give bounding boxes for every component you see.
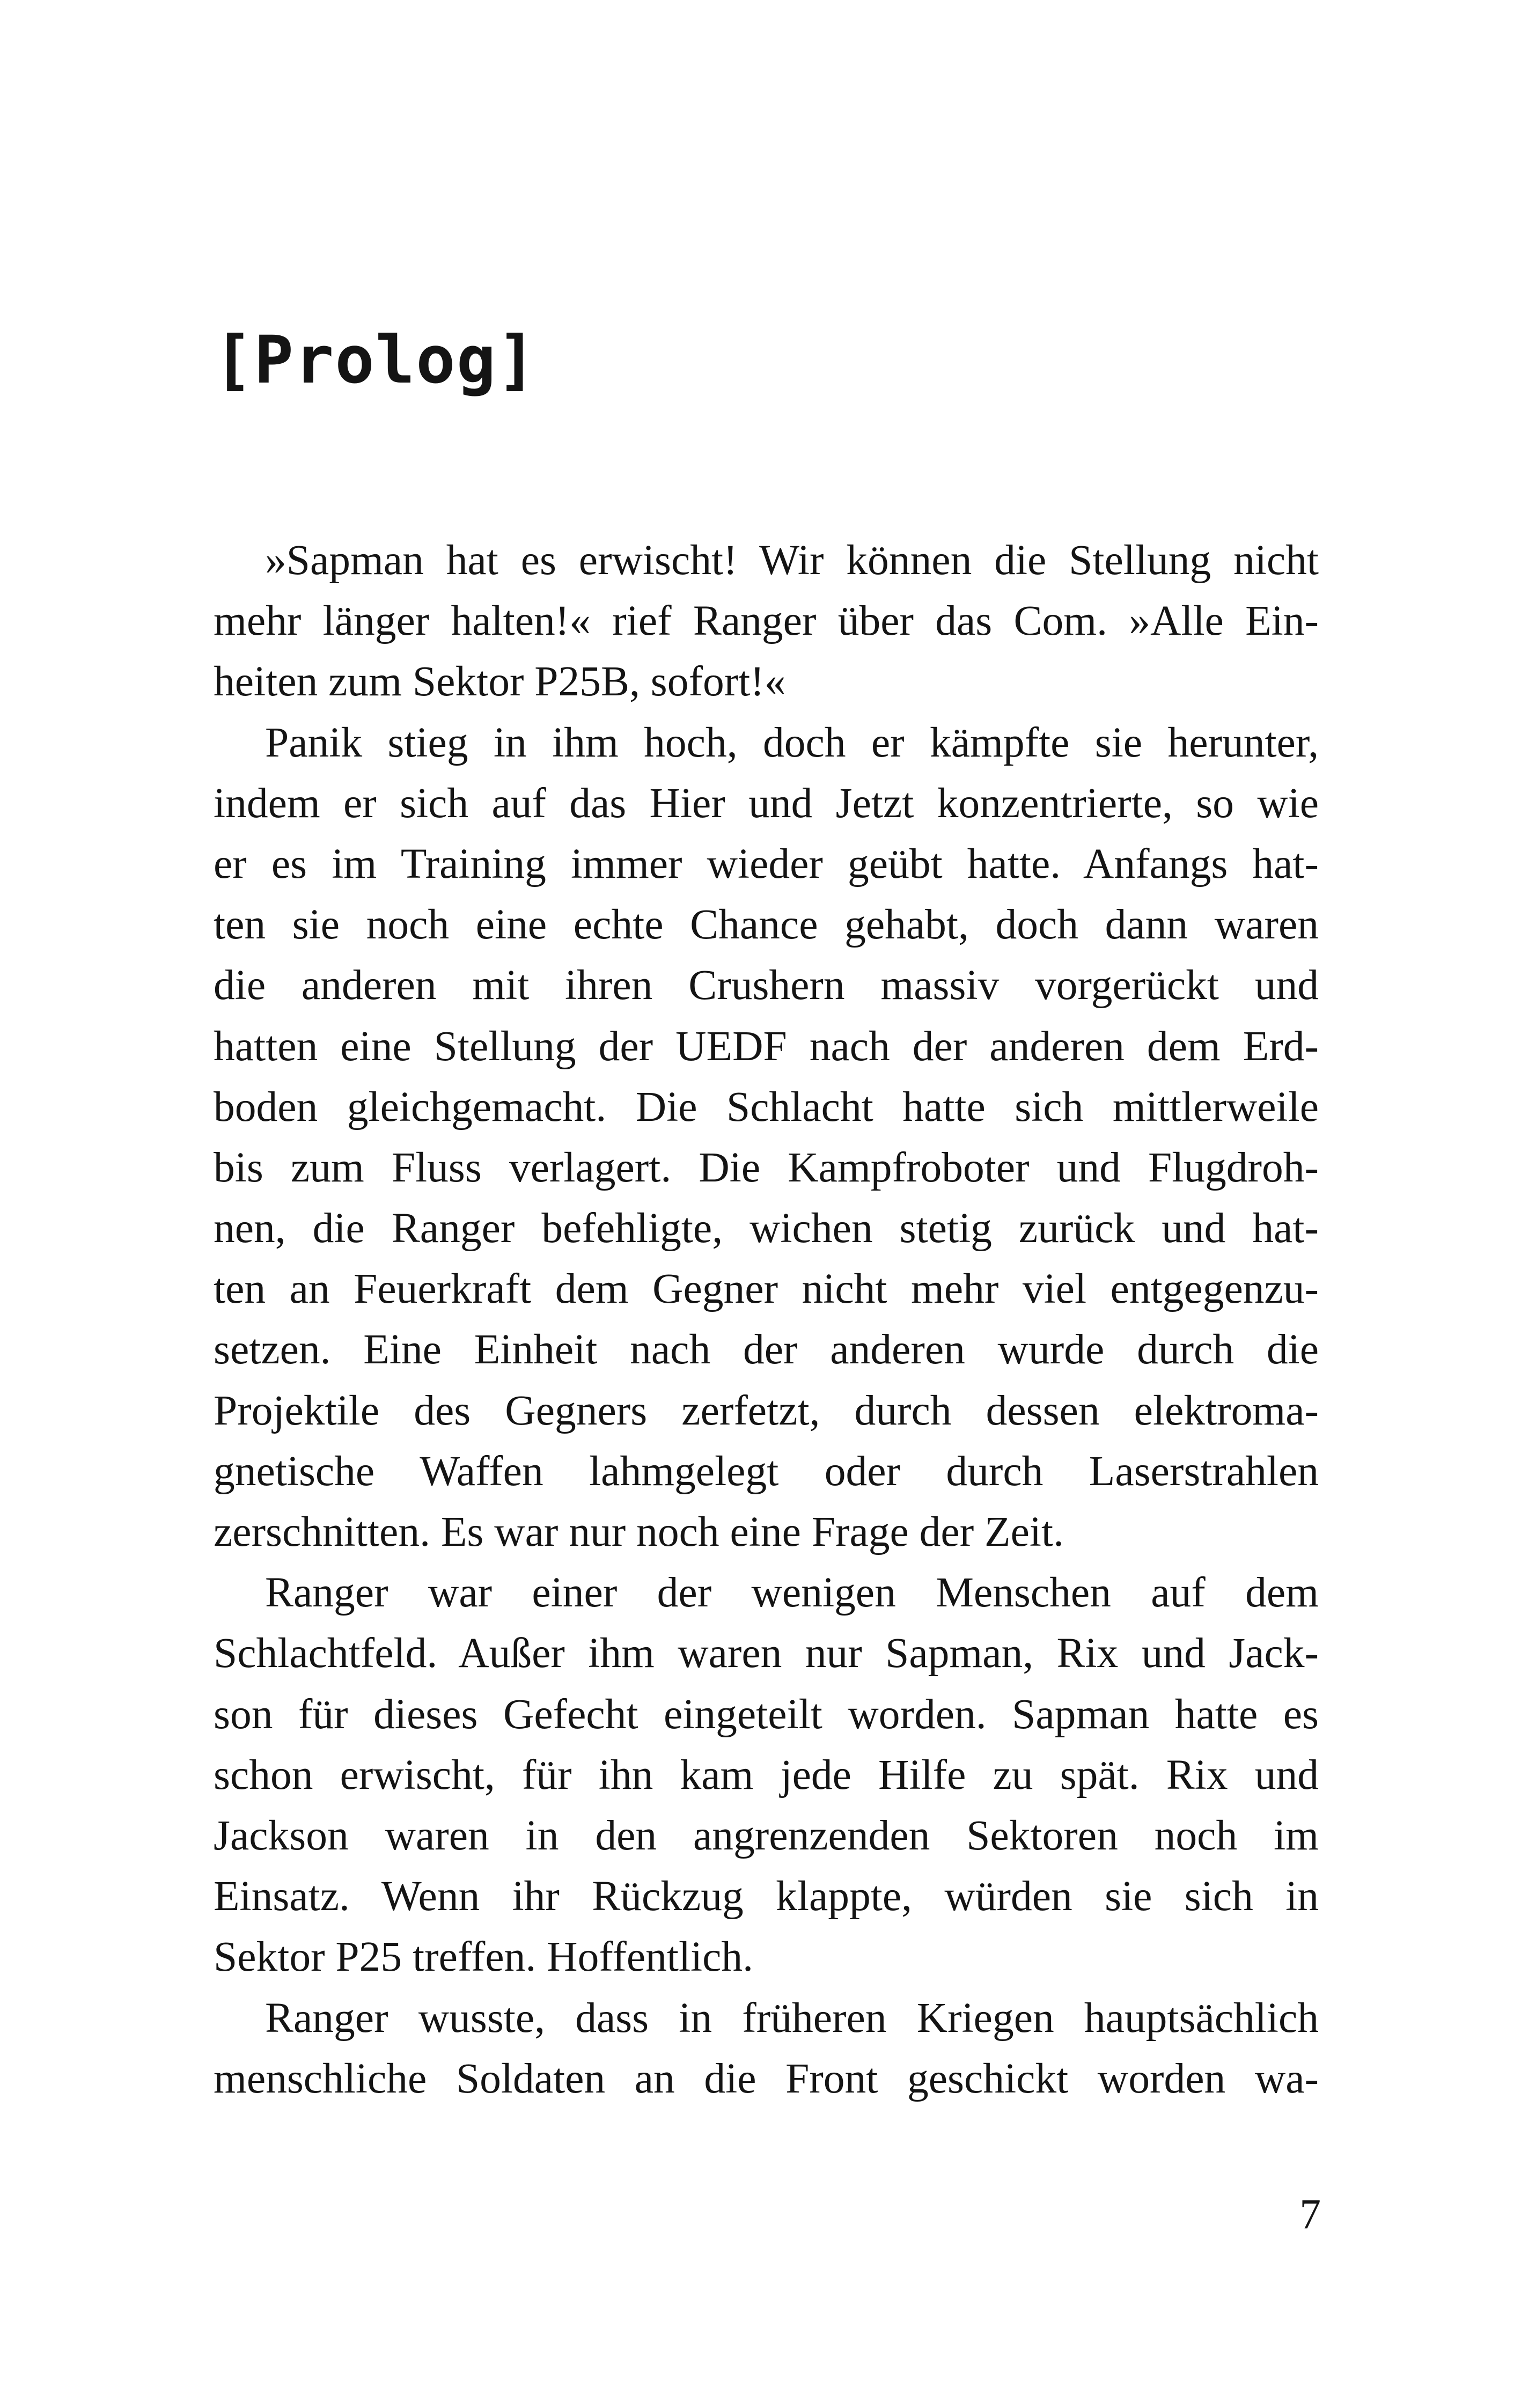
text-line: »Sapman hat es erwischt! Wir können die Stellung nicht	[265, 537, 1319, 584]
text-line: Ranger wusste, dass in früheren Kriegen hauptsächlich	[265, 1994, 1319, 2042]
text-line: ten sie noch eine echte Chance gehabt, doch dann waren	[214, 901, 1319, 949]
text-line: Panik stieg in ihm hoch, doch er kämpfte sie herunter,	[265, 718, 1319, 766]
text-line: nen, die Ranger befehligte, wichen stetig zurück und hat-	[214, 1205, 1319, 1252]
body-text	[214, 530, 1319, 2109]
text-line: boden gleichgemacht. Die Schlacht hatte sich mittlerweile	[214, 1083, 1319, 1130]
text-line: Projektile des Gegners zerfetzt, durch dessen elektroma-	[214, 1386, 1319, 1434]
text-line: Schlachtfeld. Außer ihm waren nur Sapman, Rix und Jack-	[214, 1629, 1319, 1677]
text-line: ten an Feuerkraft dem Gegner nicht mehr viel entgegenzu-	[214, 1265, 1319, 1313]
text-line: zerschnitten. Es war nur noch eine Frage der Zeit.	[214, 1508, 1064, 1555]
text-line: die anderen mit ihren Crushern massiv vorgerückt und	[214, 961, 1319, 1009]
text-line: hatten eine Stellung der UEDF nach der anderen dem Erd-	[214, 1022, 1319, 1070]
text-line: Sektor P25 treffen. Hoffentlich.	[214, 1933, 754, 1981]
text-line: indem er sich auf das Hier und Jetzt konzentrierte, so wie	[214, 779, 1319, 827]
text-line: gnetische Waffen lahmgelegt oder durch Laserstrahlen	[214, 1447, 1319, 1495]
page-number: 7	[1299, 2191, 1321, 2238]
chapter-title: [Prolog]	[214, 322, 538, 398]
text-line: Einsatz. Wenn ihr Rückzug klappte, würden sie sich in	[214, 1873, 1319, 1920]
text-line: schon erwischt, für ihn kam jede Hilfe zu spät. Rix und	[214, 1751, 1319, 1798]
text-line: Jackson waren in den angrenzenden Sektoren noch im	[214, 1811, 1319, 1859]
text-line: heiten zum Sektor P25B, sofort!«	[214, 658, 786, 706]
text-line: bis zum Fluss verlagert. Die Kampfroboter und Flugdroh-	[214, 1143, 1319, 1191]
text-line: Ranger war einer der wenigen Menschen auf dem	[265, 1569, 1319, 1617]
text-line: mehr länger halten!« rief Ranger über das Com. »Alle Ein-	[214, 597, 1319, 645]
text-line: menschliche Soldaten an die Front geschickt worden wa-	[214, 2054, 1319, 2102]
text-line: son für dieses Gefecht eingeteilt worden. Sapman hatte es	[214, 1690, 1319, 1738]
text-line: er es im Training immer wieder geübt hatte. Anfangs hat-	[214, 840, 1319, 887]
text-line: setzen. Eine Einheit nach der anderen wurde durch die	[214, 1326, 1319, 1374]
